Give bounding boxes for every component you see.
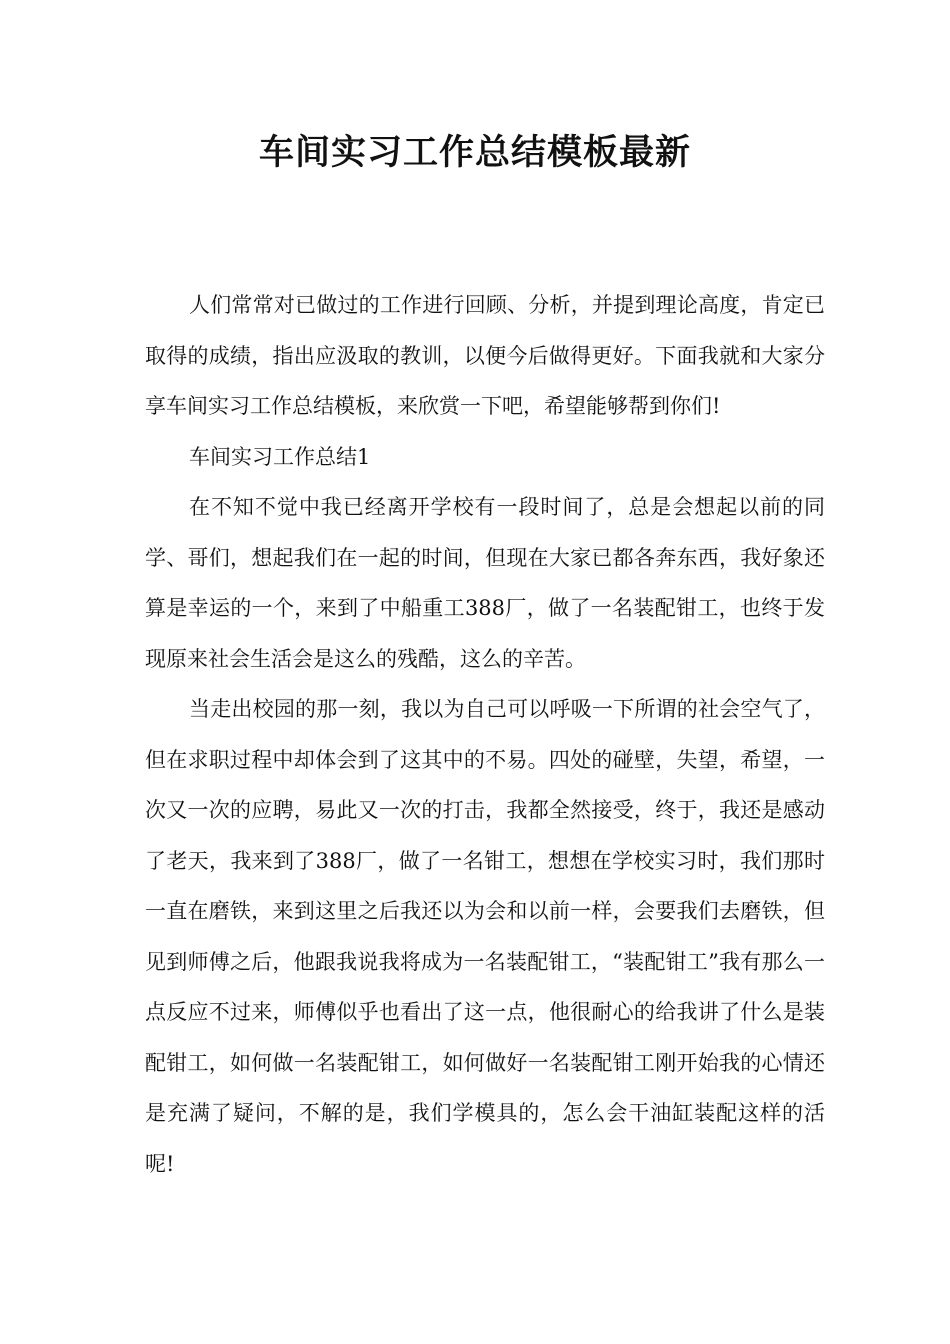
section-heading: 车间实习工作总结1 — [189, 444, 371, 469]
body-paragraph: 当走出校园的那一刻，我以为自己可以呼吸一下所谓的社会空气了，但在求职过程中却体会到了这其中的不易。四处的碰壁，失望，希望，一次又一次的应聘，易此又一次的打击，我都全然接受，终于，我还是感动了老天，我来到了388厂，做了一名钳工，想想在学校实习时，我们那时一直在磨铁，来到这里之后我还以为会和以前一样，会要我们去磨铁，但见到师傅之后，他跟我说我将成为一名装配钳工，“装配钳工”我有那么一点反应不过来，师傅似乎也看出了这一点，他很耐心的给我讲了什么是装配钳工，如何做一名装配钳工，如何做好一名装配钳工刚开始我的心情还是充满了疑问，不解的是，我们学模具的，怎么会干油缸装配这样的活呢! — [145, 697, 825, 1176]
body-paragraph: 在不知不觉中我已经离开学校有一段时间了，总是会想起以前的同学、哥们，想起我们在一起的时间，但现在大家已都各奔东西，我好象还算是幸运的一个，来到了中船重工388厂，做了一名装配钳工，也终于发现原来社会生活会是这么的残酷，这么的辛苦。 — [145, 495, 825, 671]
document-title: 车间实习工作总结模板最新 — [258, 133, 691, 173]
intro-paragraph: 人们常常对已做过的工作进行回顾、分析，并提到理论高度，肯定已取得的成绩，指出应汲取的教训，以便今后做得更好。下面我就和大家分享车间实习工作总结模板，来欣赏一下吧，希望能够帮到你们! — [145, 293, 825, 418]
document-body — [145, 280, 825, 1189]
